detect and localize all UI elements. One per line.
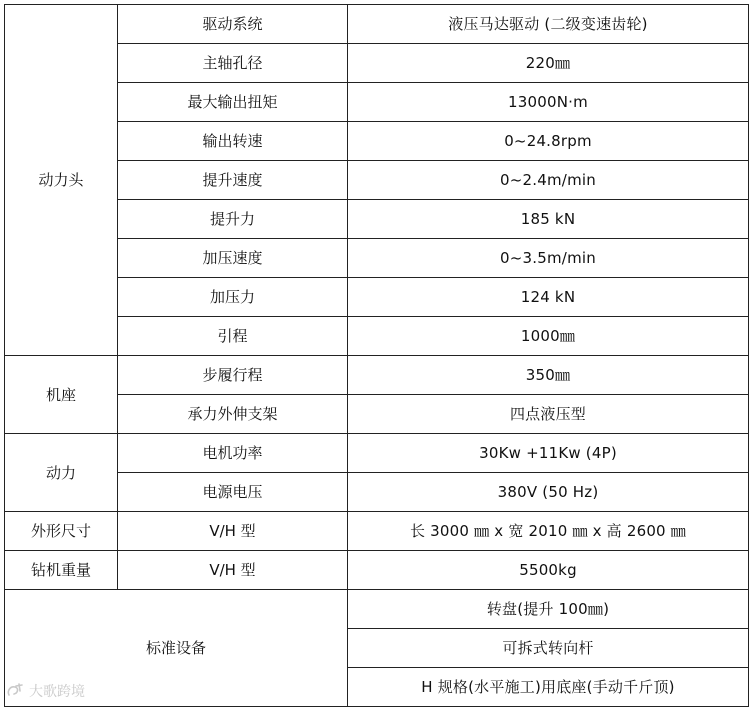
- param-cell: 主轴孔径: [118, 44, 348, 83]
- param-cell: V/H 型: [118, 512, 348, 551]
- equipment-item-cell: 转盘(提升 100㎜): [348, 590, 749, 629]
- param-cell: 提升力: [118, 200, 348, 239]
- param-cell: 引程: [118, 317, 348, 356]
- value-cell: 1000㎜: [348, 317, 749, 356]
- value-cell: 380V (50 Hz): [348, 473, 749, 512]
- table-row: [5, 434, 749, 473]
- param-cell: 电源电压: [118, 473, 348, 512]
- param-cell: 提升速度: [118, 161, 348, 200]
- category-cell: 钻机重量: [5, 551, 118, 590]
- value-cell: 0~24.8rpm: [348, 122, 749, 161]
- value-cell: 13000N·m: [348, 83, 749, 122]
- table-row: [5, 590, 749, 629]
- category-cell: 标准设备: [5, 590, 348, 707]
- value-cell: 5500kg: [348, 551, 749, 590]
- table-row: [5, 356, 749, 395]
- value-cell: 液压马达驱动 (二级变速齿轮): [348, 5, 749, 44]
- param-cell: 最大输出扭矩: [118, 83, 348, 122]
- value-cell: 30Kw +11Kw (4P): [348, 434, 749, 473]
- table-row: [5, 512, 749, 551]
- param-cell: 电机功率: [118, 434, 348, 473]
- category-cell: 动力: [5, 434, 118, 512]
- param-cell: V/H 型: [118, 551, 348, 590]
- category-cell: 机座: [5, 356, 118, 434]
- table-row: [5, 5, 749, 44]
- category-cell: 外形尺寸: [5, 512, 118, 551]
- param-cell: 加压力: [118, 278, 348, 317]
- param-cell: 承力外伸支架: [118, 395, 348, 434]
- watermark-text: 大歌跨境: [29, 684, 85, 700]
- value-cell: 124 kN: [348, 278, 749, 317]
- category-cell: 动力头: [5, 5, 118, 356]
- param-cell: 输出转速: [118, 122, 348, 161]
- param-cell: 驱动系统: [118, 5, 348, 44]
- table-row: [5, 551, 749, 590]
- param-cell: 步履行程: [118, 356, 348, 395]
- param-cell: 加压速度: [118, 239, 348, 278]
- value-cell: 220㎜: [348, 44, 749, 83]
- equipment-item-cell: H 规格(水平施工)用底座(手动千斤顶): [348, 668, 749, 707]
- spec-table: [4, 4, 749, 707]
- equipment-item-cell: 可拆式转向杆: [348, 629, 749, 668]
- value-cell: 185 kN: [348, 200, 749, 239]
- value-cell: 四点液压型: [348, 395, 749, 434]
- value-cell: 0~3.5m/min: [348, 239, 749, 278]
- value-cell: 0~2.4m/min: [348, 161, 749, 200]
- value-cell: 长 3000 ㎜ x 宽 2010 ㎜ x 高 2600 ㎜: [348, 512, 749, 551]
- value-cell: 350㎜: [348, 356, 749, 395]
